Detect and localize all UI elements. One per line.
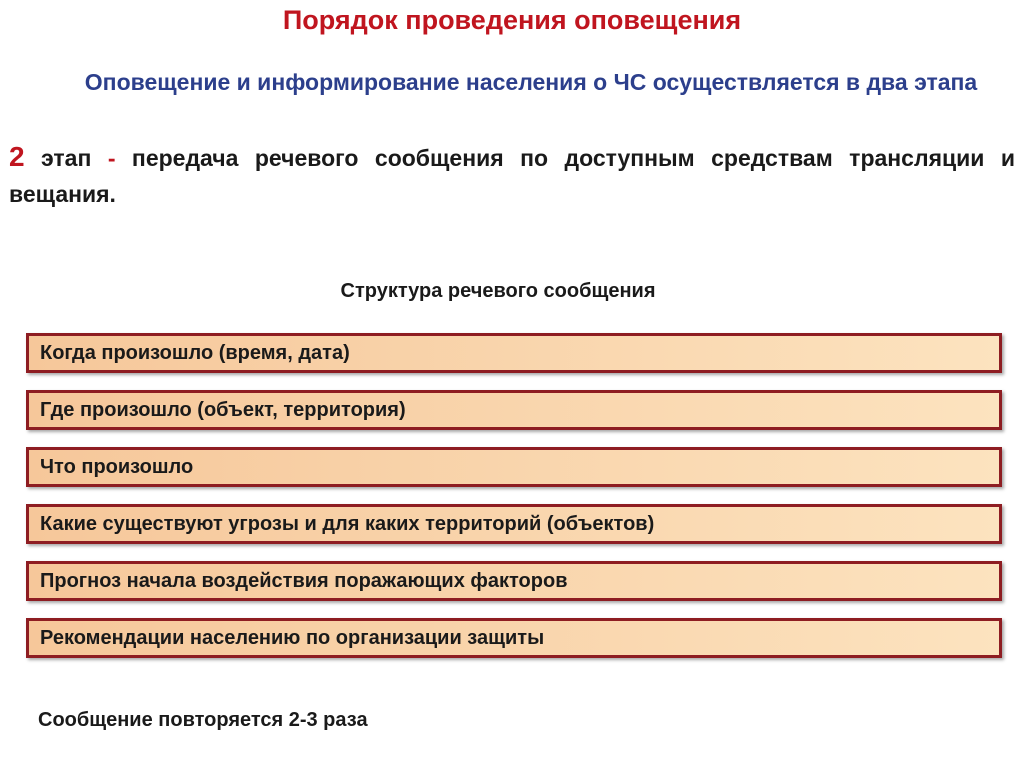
stage-number: 2	[9, 141, 25, 172]
message-item-where	[26, 390, 1002, 430]
message-item-label: Рекомендации населению по организации защиты	[40, 627, 545, 649]
message-item-label: Когда произошло (время, дата)	[40, 342, 350, 364]
stage-dash: -	[107, 145, 116, 171]
slide-subtitle: Оповещение и информирование населения о ЧС осуществляется в два этапа	[84, 69, 978, 95]
repeat-note: Сообщение повторяется 2-3 раза	[38, 709, 368, 731]
message-item-label: Прогноз начала воздействия поражающих факторов	[40, 570, 568, 592]
structure-heading: Структура речевого сообщения	[340, 280, 656, 302]
stage-description	[9, 139, 1015, 212]
message-item-when	[26, 333, 1002, 373]
message-item-what	[26, 447, 1002, 487]
message-item-label: Какие существуют угрозы и для каких территорий (объектов)	[40, 513, 655, 535]
message-item-recommendations	[26, 618, 1002, 658]
stage-label: этап	[41, 145, 92, 171]
message-item-threats	[26, 504, 1002, 544]
stage-text: передача речевого сообщения по доступным средствам трансляции и вещания.	[9, 145, 1015, 207]
message-item-label: Где произошло (объект, территория)	[40, 399, 406, 421]
slide-title: Порядок проведения оповещения	[282, 5, 742, 35]
message-item-label: Что произошло	[40, 456, 194, 478]
message-item-forecast	[26, 561, 1002, 601]
